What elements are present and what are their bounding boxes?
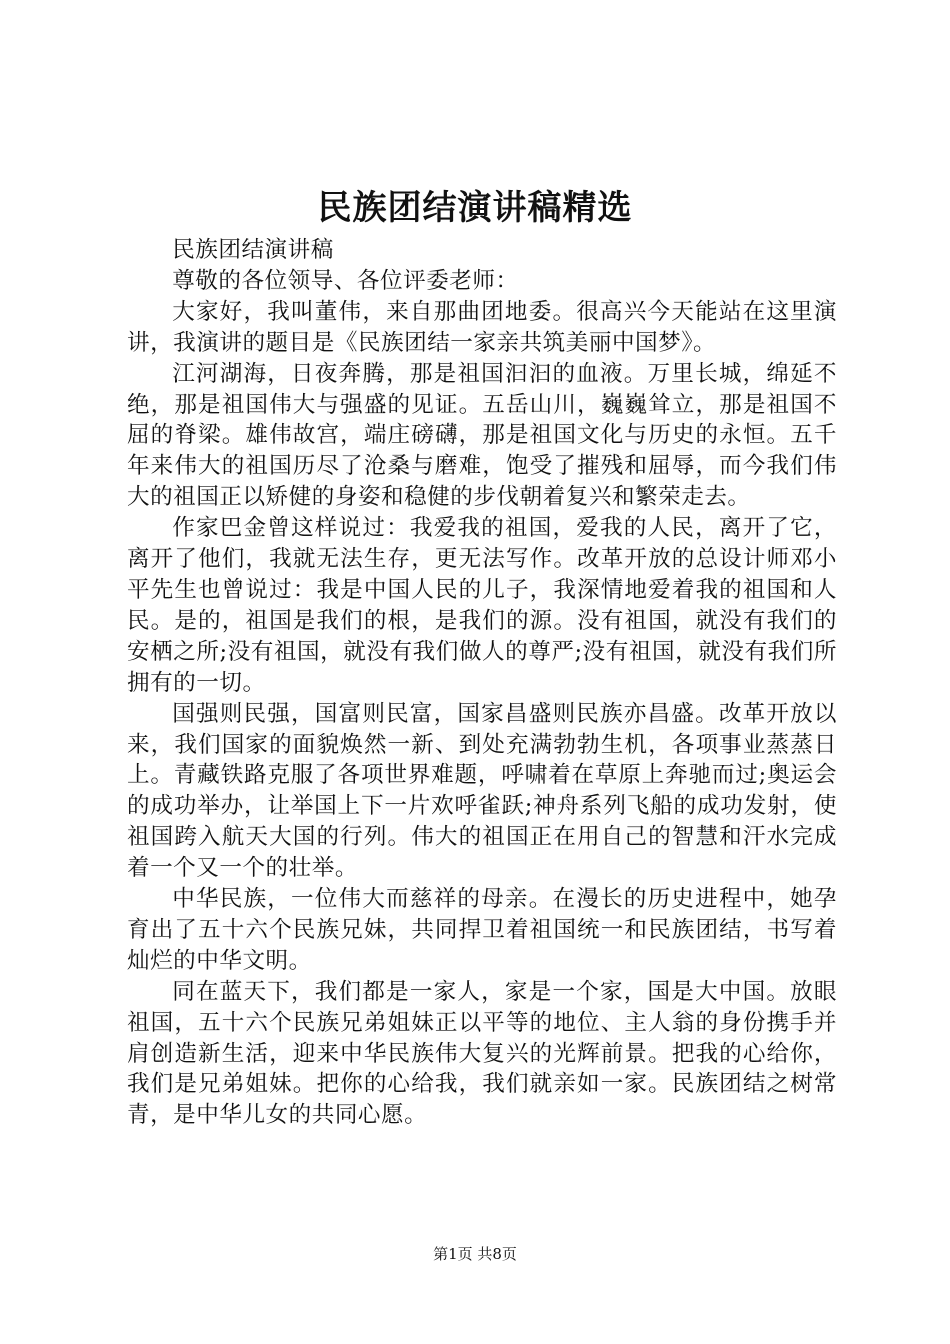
document-title: 民族团结演讲稿精选	[317, 188, 633, 228]
body-paragraph: 中华民族，一位伟大而慈祥的母亲。在漫长的历史进程中，她孕育出了五十六个民族兄妹，共同捍卫着祖国统一和民族团结，书写着灿烂的中华文明。	[127, 886, 837, 974]
body-paragraph: 作家巴金曾这样说过：我爱我的祖国，爱我的人民，离开了它，离开了他们，我就无法生存，更无法写作。改革开放的总设计师邓小平先生也曾说过：我是中国人民的儿子，我深情地爱着我的祖国和人民。是的，祖国是我们的根，是我们的源。没有祖国，就没有我们的安栖之所;没有祖国，就没有我们做人的尊严;没有祖国，就没有我们所拥有的一切。	[127, 515, 837, 696]
subtitle-paragraph: 民族团结演讲稿	[172, 237, 334, 263]
body-paragraph: 大家好，我叫董伟，来自那曲团地委。很高兴今天能站在这里演讲，我演讲的题目是《民族团结一家亲共筑美丽中国梦》。	[127, 298, 837, 356]
salutation-paragraph: 尊敬的各位领导、各位评委老师：	[172, 267, 519, 294]
page-number-footer: 第1页 共8页	[433, 1245, 517, 1263]
document-body	[127, 235, 837, 1131]
body-paragraph: 江河湖海，日夜奔腾，那是祖国汩汩的血液。万里长城，绵延不绝，那是祖国伟大与强盛的见证。五岳山川，巍巍耸立，那是祖国不屈的脊梁。雄伟故宫，端庄磅礴，那是祖国文化与历史的永恒。五千年来伟大的祖国历尽了沧桑与磨难，饱受了摧残和屈辱，而今我们伟大的祖国正以矫健的身姿和稳健的步伐朝着复兴和繁荣走去。	[127, 360, 837, 511]
body-paragraph: 同在蓝天下，我们都是一家人，家是一个家，国是大中国。放眼祖国，五十六个民族兄弟姐妹正以平等的地位、主人翁的身份携手并肩创造新生活，迎来中华民族伟大复兴的光辉前景。把我的心给你，我们是兄弟姐妹。把你的心给我，我们就亲如一家。民族团结之树常青，是中华儿女的共同心愿。	[127, 978, 837, 1129]
body-paragraph: 国强则民强，国富则民富，国家昌盛则民族亦昌盛。改革开放以来，我们国家的面貌焕然一新、到处充满勃勃生机，各项事业蒸蒸日上。青藏铁路克服了各项世界难题，呼啸着在草原上奔驰而过;奥运会的成功举办，让举国上下一片欢呼雀跃;神舟系列飞船的成功发射，使祖国跨入航天大国的行列。伟大的祖国正在用自己的智慧和汗水完成着一个又一个的壮举。	[127, 700, 837, 882]
